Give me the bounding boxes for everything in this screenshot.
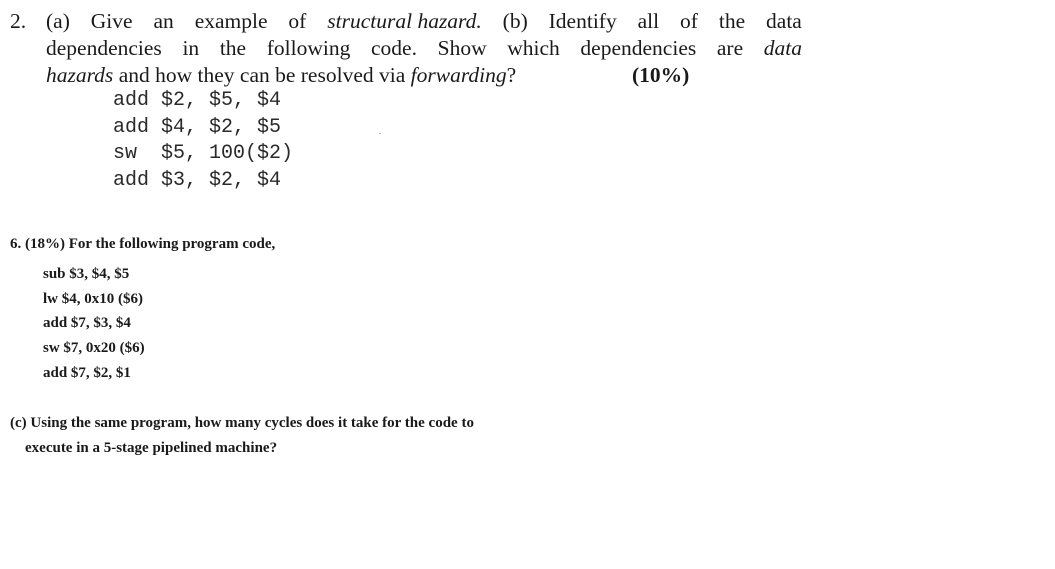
word: are <box>716 36 744 60</box>
word: Show <box>437 36 487 60</box>
word: the <box>219 36 247 60</box>
points-label: (10%) <box>632 63 690 87</box>
word: of <box>680 9 698 33</box>
question-2-line-1 <box>46 8 802 35</box>
question-2-line-2 <box>46 35 802 62</box>
word: an <box>153 9 174 33</box>
code-line: add $4, $2, $5 <box>113 115 282 139</box>
code-line: add $2, $5, $4 <box>113 89 282 112</box>
code-line: lw $4, 0x10 ($6) <box>43 290 143 307</box>
code-line: add $3, $2, $4 <box>113 168 282 192</box>
word: following <box>266 36 351 60</box>
word: (a) <box>46 9 70 33</box>
text-segment: ? <box>506 63 517 87</box>
question-6-part-c <box>10 411 474 461</box>
question-6-heading: 6. (18%) For the following program code, <box>10 236 276 252</box>
italic-term: hazards <box>46 63 114 87</box>
word: of <box>288 9 307 33</box>
word: the <box>718 9 746 33</box>
code-line: sw $7, 0x20 ($6) <box>43 340 145 357</box>
question-number: 2. <box>10 9 27 33</box>
code-line: add $7, $2, $1 <box>43 364 131 381</box>
italic-term: data <box>763 36 802 60</box>
word: dependencies <box>46 36 162 60</box>
question-2-line-3 <box>46 62 516 89</box>
word: which <box>507 36 560 60</box>
part-c-line-2: execute in a 5-stage pipelined machine? <box>25 440 278 456</box>
word: in <box>182 36 200 60</box>
code-line: add $7, $3, $4 <box>43 315 131 332</box>
text-segment: and how they can be resolved via <box>113 63 411 87</box>
code-line: sw $5, 100($2) <box>113 142 294 165</box>
question-2-code-block <box>113 88 293 194</box>
word: Give <box>90 9 133 33</box>
part-c-line-1: (c) Using the same program, how many cycles does it take for the code to <box>10 415 474 431</box>
word: dependencies <box>580 36 697 60</box>
word: data <box>766 9 802 33</box>
word: (b) <box>502 9 528 33</box>
scan-speck <box>379 133 381 134</box>
code-line: sub $3, $4, $5 <box>43 266 130 282</box>
word: example <box>194 9 268 33</box>
word: all <box>637 9 660 33</box>
italic-term: structural hazard. <box>327 9 482 33</box>
word: code. <box>371 36 417 60</box>
question-6-code-block <box>43 262 145 386</box>
word: Identify <box>548 9 617 33</box>
italic-term: forwarding <box>410 63 507 87</box>
